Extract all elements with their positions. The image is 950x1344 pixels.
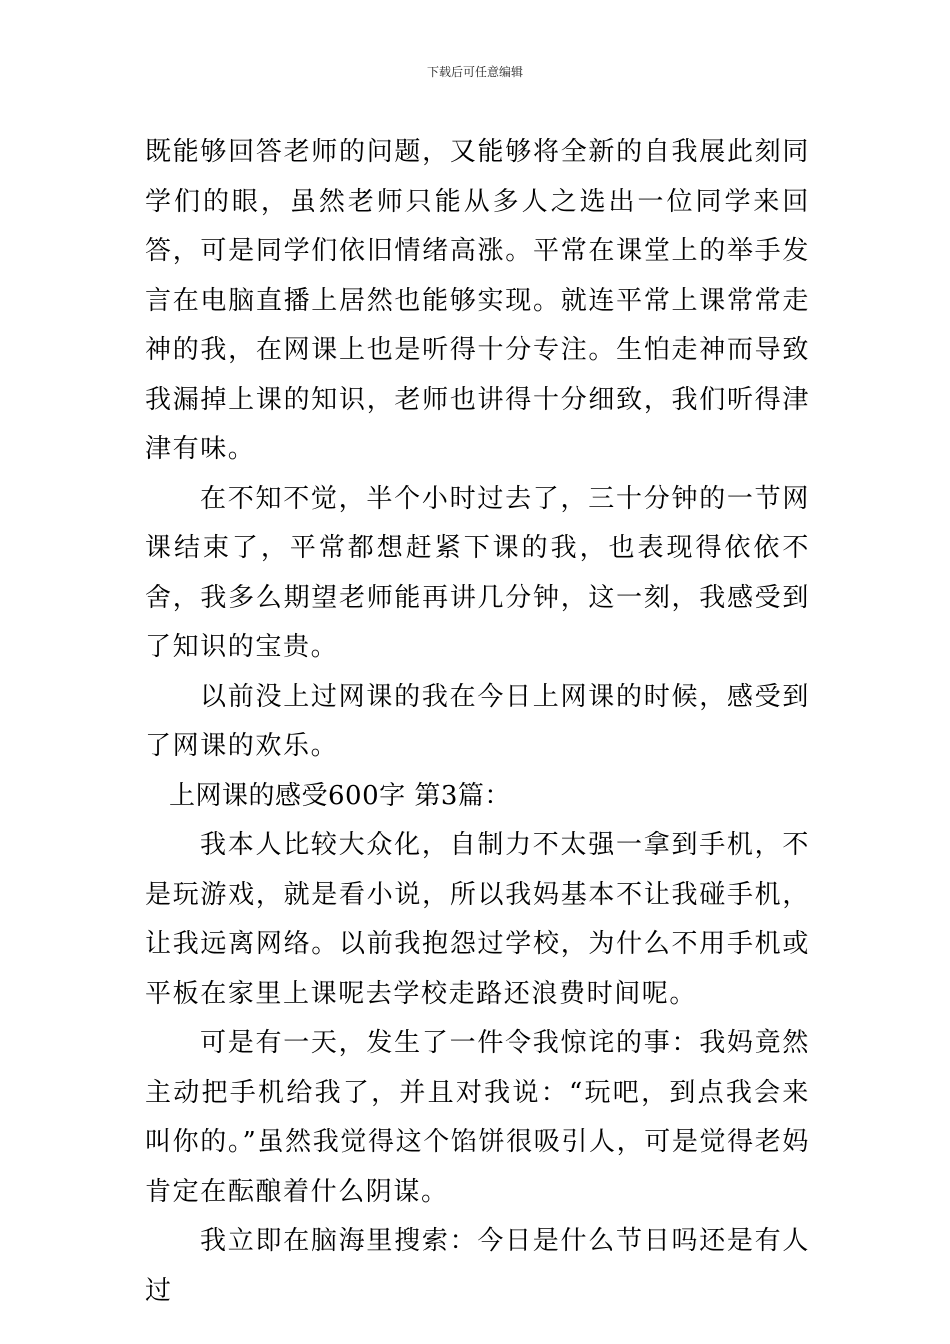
paragraph-3: 以前没上过网课的我在今日上网课的时候，感受到了网课的欢乐。 [145, 681, 810, 761]
paragraph-5: 可是有一天，发生了一件令我惊诧的事：我妈竟然主动把手机给我了，并且对我说：“玩吧，到点我会来叫你的。”虽然我觉得这个馅饼很吸引人，可是觉得老妈肯定在酝酿着什么阴谋。 [145, 1028, 810, 1207]
paragraph-2: 在不知不觉，半个小时过去了，三十分钟的一节网课结束了，平常都想赶紧下课的我，也表现得依依不舍，我多么期望老师能再讲几分钟，这一刻，我感受到了知识的宝贵。 [145, 483, 810, 662]
document-body [145, 128, 810, 1316]
paragraph-6: 我立即在脑海里搜索：今日是什么节日吗还是有人过 [145, 1226, 810, 1306]
paragraph-4: 我本人比较大众化，自制力不太强一拿到手机，不是玩游戏，就是看小说，所以我妈基本不让我碰手机，让我远离网络。以前我抱怨过学校，为什么不用手机或平板在家里上课呢去学校走路还浪费时间呢。 [145, 830, 810, 1009]
paragraph-1: 既能够回答老师的问题，又能够将全新的自我展此刻同学们的眼，虽然老师只能从多人之选出一位同学来回答，可是同学们依旧情绪高涨。平常在课堂上的举手发言在电脑直播上居然也能够实现。就连平常上课常常走神的我，在网课上也是听得十分专注。生怕走神而导致我漏掉上课的知识，老师也讲得十分细致，我们听得津津有味。 [145, 137, 810, 464]
section-heading: 上网课的感受600字 第3篇： [169, 780, 511, 811]
page-header: 下载后可任意编辑 [426, 65, 523, 79]
